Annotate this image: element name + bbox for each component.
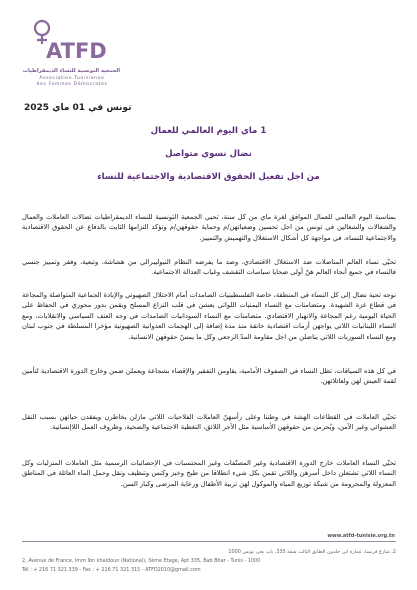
paragraph-2 — [22, 257, 396, 278]
paragraph-3 — [22, 290, 396, 342]
footer-address-french: 2, Avenue de France, Imm Ibn khaldoun (National), 3ème Etage, Apt 335, Bab Bhar - Tunis - 1000 — [22, 558, 261, 564]
paragraph-2-text: تحيّي نساء العالم المناضلات ضد الاستغلال الاقتصادي، وضد ما يفرضه النظام النيوليبرالي من هشاشة، وتبعية، وفقر وتمييز جنسي فالنساء في جميع أنحاء العالم هنّ أولى ضحايا سياسات التقشف وغياب العدالة الاجتماعية. — [22, 258, 396, 277]
paragraph-4-text: في كل هذه السياقات، تظل النساء في الصفوف الأمامية، يقاومن التفقير والإقصاء بشجاعة ويعملن ضمن وخارج الدورة الاقتصادية لتأمين لقمة العيش لهن ولعائلاتهن. — [22, 367, 396, 386]
title-line-3: من اجل تفعيل الحقوق الاقتصادية والاجتماعية للنساء — [97, 172, 320, 182]
document-date: تونس في 01 ماي 2025 — [24, 103, 132, 113]
footer-divider — [22, 541, 396, 542]
logo-french-name-2: des Femmes Démocrates — [36, 82, 108, 87]
title-line-2: نضال نسوي متواصل — [165, 149, 252, 159]
paragraph-5-text: تحيّي العاملات في القطاعات الهشة في وطننا وعلى رأسهنّ العاملات الفلاحيات اللاتي مازلن يخاطرن ويفقدن حياتهن بسبب النقل العشوائي وغير الآمن، ويُحرمن من حقوقهن الأساسية مثل الأجر اللائق، التغطية الاجتماعية والصحية، وظروف العمل اللاإنسانية. — [22, 413, 396, 432]
title-line-1: 1 ماي اليوم العالمي للعمال — [150, 126, 267, 136]
paragraph-3-text: نوجه تحية نضال إلى كل النساء في المنطقة، خاصة الفلسطينيات الصامدات أمام الاحتلال الصهيوني والإبادة الجماعية المتواصلة والمجاعة في قطاع غزة الشهيدة. ومتضامنات مع النساء اليمنيات اللواتي يعشن في قلب النزاع المسلح ويقمن بدور محوري في الحفاظ على الحياة اليومية رغم المجاعة والانهيار الاقتصادي. متضامنات مع النساء السودانيات الصامدات في وجه العنف السياسي والانقلابات، ومع النساء اللبنانيات اللاتي يواجهن أزمات اقتصادية خانقة منذ مدة إضافة إلى الهجمات العدوانية الصهيونية مؤخرا المسلطة في جنوب لبنان ومع النساء السوريات اللاتي يناضلن من اجل مقاومة المدّ الرجعي وكل ما يمسّ حقوقهن الانسانية. — [22, 291, 396, 341]
paragraph-1 — [22, 212, 396, 243]
footer-address-arabic: 2، شارع فرنسا، عمارة ابن خلدون الطابق الثالث شقة 335، باب بحر، تونس 1000 — [228, 549, 396, 555]
logo-mark — [30, 14, 107, 66]
website-link[interactable]: www.atfd-tunisie.org.tn — [327, 533, 395, 539]
paragraph-6-text: تحيّي النساء العاملات خارج الدورة الاقتصادية وغير المصنّفات وغير المحتسبات في الإحصائيات الرسمية مثل العاملات المنزليات وكل النساء اللاتي تشتغلن داخل أسرهن واللاتي تقمن بكل شيء انطلاقا من طبخ وخبز وكنس وتنظيف ونقل وحمل الماء العائلة في المناطق المعزولة والمحرومة من شبكة توزيع المياه والموكول لهن تربية الأطفال ورعاية المرضى وكبار السن. — [22, 459, 396, 488]
logo-text: ATFD — [46, 39, 107, 63]
paragraph-1-text: بمناسبة اليوم العالمي للعمال الموافق لغرة ماي من كل سنة، تحيي الجمعية التونسية للنساء الديمقراطيات نضالات العاملات والعمال والشغالات والشغالين في تونس من اجل تحسين وضعياتهن/م وحماية حقوقهن/م وتؤكد التزامها الثابت بالدفاع عن الحقوق الاقتصادية والاجتماعية للنساء، في مواجهة كل أشكال الاستغلال والتهميش والتمييز. — [22, 213, 396, 242]
paragraph-5 — [22, 412, 396, 433]
logo-arabic-name: الجمعية التونسية للنساء الديمقراطيات — [22, 68, 120, 74]
footer-contact: Tél : + 216 71 321 339 - Fax : + 216 71 321 315 - ATFD2010@gmail.com — [22, 567, 201, 573]
paragraph-4 — [22, 366, 396, 387]
logo-french-name-1: Association Tunisienne — [39, 76, 105, 81]
paragraph-6 — [22, 458, 396, 489]
